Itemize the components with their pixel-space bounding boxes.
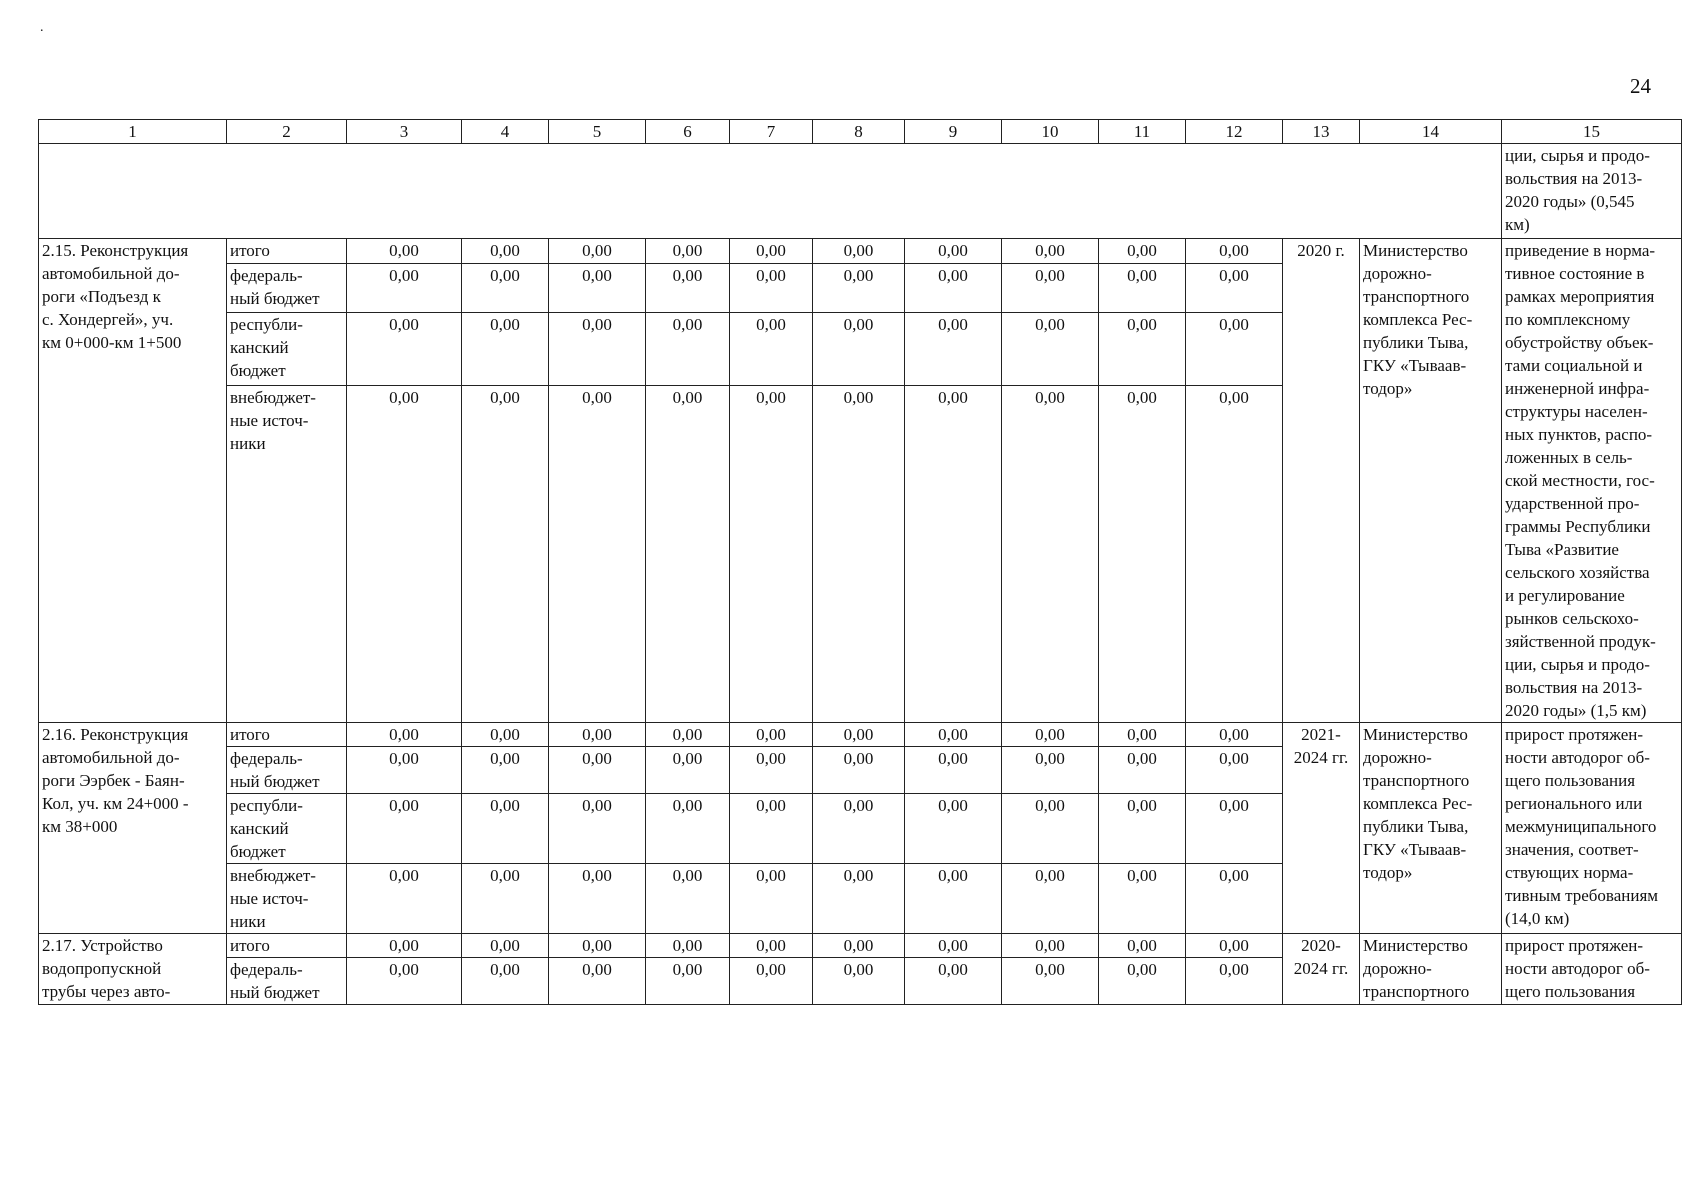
amount-cell: 0,00 [462,386,549,723]
amount-cell: 0,00 [1099,747,1186,794]
amount-cell: 0,00 [1186,958,1283,1005]
funding-source: республи- канский бюджет [227,313,347,386]
page-number: 24 [1630,74,1651,98]
funding-source: федераль- ный бюджет [227,747,347,794]
amount-cell: 0,00 [1002,934,1099,958]
amount-cell: 0,00 [1099,313,1186,386]
amount-cell: 0,00 [813,934,905,958]
continuation-result-cell: ции, сырья и продо- вольствия на 2013- 2020 годы» (0,545 км) [1502,144,1682,239]
amount-cell: 0,00 [730,934,813,958]
amount-cell: 0,00 [905,958,1002,1005]
amount-cell: 0,00 [1002,958,1099,1005]
amount-cell: 0,00 [462,864,549,934]
executor-cell: Министерство дорожно- транспортного комплекса Рес- публики Тыва, ГКУ «Тываав- тодор» [1360,239,1502,723]
executor-cell: Министерство дорожно- транспортного [1360,934,1502,1005]
amount-cell: 0,00 [347,934,462,958]
amount-cell: 0,00 [1002,864,1099,934]
amount-cell: 0,00 [730,386,813,723]
amount-cell: 0,00 [646,386,730,723]
amount-cell: 0,00 [1099,864,1186,934]
funding-source: итого [227,239,347,264]
amount-cell: 0,00 [549,747,646,794]
period-cell: 2020 г. [1283,239,1360,723]
amount-cell: 0,00 [347,264,462,313]
amount-cell: 0,00 [646,239,730,264]
amount-cell: 0,00 [462,723,549,747]
amount-cell: 0,00 [730,239,813,264]
funding-source: федераль- ный бюджет [227,958,347,1005]
amount-cell: 0,00 [1002,386,1099,723]
amount-cell: 0,00 [1099,264,1186,313]
amount-cell: 0,00 [813,239,905,264]
result-cell: прирост протяжен- ности автодорог об- щего пользования [1502,934,1682,1005]
header-col-8: 8 [813,120,905,144]
amount-cell: 0,00 [347,239,462,264]
amount-cell: 0,00 [462,264,549,313]
header-col-10: 10 [1002,120,1099,144]
amount-cell: 0,00 [1186,723,1283,747]
activity-name: 2.17. Устройство водопропускной трубы через авто- [39,934,227,1005]
amount-cell: 0,00 [347,386,462,723]
amount-cell: 0,00 [1186,239,1283,264]
amount-cell: 0,00 [549,313,646,386]
amount-cell: 0,00 [1186,864,1283,934]
amount-cell: 0,00 [730,958,813,1005]
scan-mark: . [40,20,44,35]
amount-cell: 0,00 [1002,794,1099,864]
amount-cell: 0,00 [813,386,905,723]
header-row [39,120,1682,144]
amount-cell: 0,00 [905,264,1002,313]
amount-cell: 0,00 [347,864,462,934]
header-col-3: 3 [347,120,462,144]
amount-cell: 0,00 [905,747,1002,794]
amount-cell: 0,00 [1002,313,1099,386]
amount-cell: 0,00 [730,264,813,313]
amount-cell: 0,00 [1099,794,1186,864]
amount-cell: 0,00 [1002,747,1099,794]
amount-cell: 0,00 [1002,239,1099,264]
header-col-13: 13 [1283,120,1360,144]
amount-cell: 0,00 [1186,313,1283,386]
amount-cell: 0,00 [347,313,462,386]
amount-cell: 0,00 [1002,723,1099,747]
amount-cell: 0,00 [549,264,646,313]
funding-source: республи- канский бюджет [227,794,347,864]
amount-cell: 0,00 [549,934,646,958]
program-table [38,119,1682,1005]
amount-cell: 0,00 [646,747,730,794]
funding-source: внебюджет- ные источ- ники [227,386,347,723]
amount-cell: 0,00 [905,934,1002,958]
amount-cell: 0,00 [347,723,462,747]
amount-cell: 0,00 [549,864,646,934]
header-col-14: 14 [1360,120,1502,144]
table-row [39,239,1682,264]
amount-cell: 0,00 [813,313,905,386]
amount-cell: 0,00 [813,794,905,864]
amount-cell: 0,00 [549,723,646,747]
amount-cell: 0,00 [1186,747,1283,794]
amount-cell: 0,00 [462,934,549,958]
funding-source: внебюджет- ные источ- ники [227,864,347,934]
amount-cell: 0,00 [1186,386,1283,723]
funding-source: итого [227,723,347,747]
table-body [39,120,1682,1005]
header-col-6: 6 [646,120,730,144]
amount-cell: 0,00 [1186,264,1283,313]
header-col-4: 4 [462,120,549,144]
amount-cell: 0,00 [813,864,905,934]
amount-cell: 0,00 [1099,386,1186,723]
amount-cell: 0,00 [646,264,730,313]
amount-cell: 0,00 [905,864,1002,934]
amount-cell: 0,00 [462,239,549,264]
amount-cell: 0,00 [813,958,905,1005]
amount-cell: 0,00 [813,264,905,313]
continuation-row [39,144,1682,239]
amount-cell: 0,00 [549,239,646,264]
amount-cell: 0,00 [905,794,1002,864]
header-col-15: 15 [1502,120,1682,144]
amount-cell: 0,00 [646,864,730,934]
amount-cell: 0,00 [462,313,549,386]
amount-cell: 0,00 [462,958,549,1005]
continuation-spacer [39,144,1502,239]
amount-cell: 0,00 [813,723,905,747]
header-col-12: 12 [1186,120,1283,144]
amount-cell: 0,00 [646,313,730,386]
amount-cell: 0,00 [347,958,462,1005]
activity-name: 2.16. Реконструкция автомобильной до- роги Ээрбек - Баян- Кол, уч. км 24+000 - км 38+000 [39,723,227,934]
amount-cell: 0,00 [905,313,1002,386]
header-col-2: 2 [227,120,347,144]
table-row [39,723,1682,747]
table-row [39,934,1682,958]
amount-cell: 0,00 [1186,794,1283,864]
header-col-11: 11 [1099,120,1186,144]
amount-cell: 0,00 [730,313,813,386]
amount-cell: 0,00 [646,794,730,864]
amount-cell: 0,00 [462,747,549,794]
amount-cell: 0,00 [646,958,730,1005]
header-col-1: 1 [39,120,227,144]
amount-cell: 0,00 [730,747,813,794]
header-col-7: 7 [730,120,813,144]
amount-cell: 0,00 [730,723,813,747]
amount-cell: 0,00 [646,934,730,958]
amount-cell: 0,00 [730,864,813,934]
period-cell: 2020- 2024 гг. [1283,934,1360,1005]
activity-name: 2.15. Реконструкция автомобильной до- роги «Подъезд к с. Хондергей», уч. км 0+000-км 1+500 [39,239,227,723]
amount-cell: 0,00 [1099,934,1186,958]
amount-cell: 0,00 [813,747,905,794]
funding-source: федераль- ный бюджет [227,264,347,313]
amount-cell: 0,00 [462,794,549,864]
amount-cell: 0,00 [646,723,730,747]
amount-cell: 0,00 [347,747,462,794]
result-cell: прирост протяжен- ности автодорог об- щего пользования регионального или межмуниципального значения, соответ- ствующих норма- тивным требованиям (14,0 км) [1502,723,1682,934]
period-cell: 2021- 2024 гг. [1283,723,1360,934]
result-cell: приведение в норма- тивное состояние в рамках мероприятия по комплексному обустройству объек- тами социальной и инженерной инфра- структуры населен- ных пунктов, распо- ложенных в сель- ской местности, гос- ударственной про- граммы Республики Тыва «Развитие сельского хозяйства и регулирование рынков сельскохо- зяйственной продук- ции, сырья и продо- вольствия на 2013- 2020 годы» (1,5 км) [1502,239,1682,723]
amount-cell: 0,00 [1099,958,1186,1005]
amount-cell: 0,00 [347,794,462,864]
amount-cell: 0,00 [549,386,646,723]
amount-cell: 0,00 [730,794,813,864]
header-col-5: 5 [549,120,646,144]
amount-cell: 0,00 [905,723,1002,747]
funding-source: итого [227,934,347,958]
amount-cell: 0,00 [1099,239,1186,264]
amount-cell: 0,00 [1186,934,1283,958]
amount-cell: 0,00 [905,239,1002,264]
amount-cell: 0,00 [1099,723,1186,747]
amount-cell: 0,00 [549,958,646,1005]
amount-cell: 0,00 [905,386,1002,723]
header-col-9: 9 [905,120,1002,144]
amount-cell: 0,00 [1002,264,1099,313]
amount-cell: 0,00 [549,794,646,864]
executor-cell: Министерство дорожно- транспортного комплекса Рес- публики Тыва, ГКУ «Тываав- тодор» [1360,723,1502,934]
